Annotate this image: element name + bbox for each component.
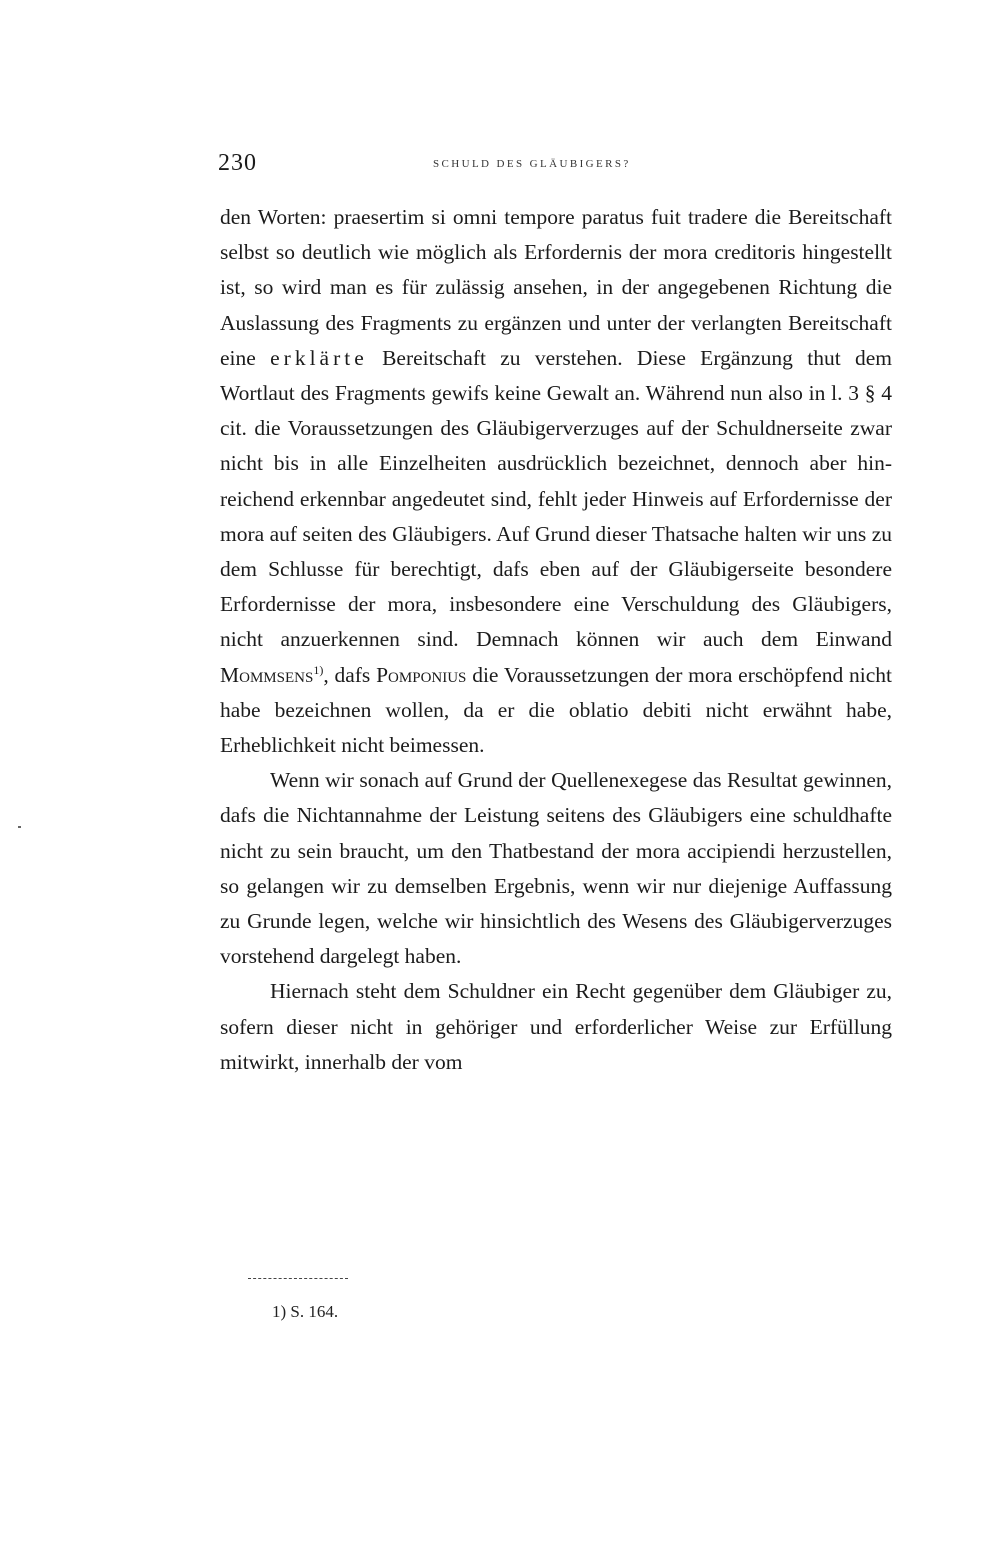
footnote-reference: 1) — [313, 662, 324, 677]
running-head: SCHULD DES GLÄUBIGERS? — [433, 158, 631, 170]
text-run: Wenn wir sonach auf Grund der Quellenexegese das Resultat gewinnen, dafs die Nichtannahme der Leistung seitens des Gläubigers eine schuldhafte nicht zu sein braucht, um den Thatbestand der mora accipiendi herzustellen, so gelangen wir zu demselben Ergebnis, wenn wir nur diejenige Auffassung zu Grunde legen, welche wir hinsichtlich des Wesens des Gläubigerverzuges vorstehend dargelegt haben. — [220, 768, 892, 969]
text-run: Bereitschaft zu verstehen. Diese Ergänzung thut dem Wortlaut des Fragments gewifs keine Gewalt an. Während nun also in l. 3 § 4 cit. die Voraussetzungen des Gläubigerverzuges auf der Schuldnerseite zwar nicht bis in alle Einzelheiten ausdrücklich bezeichnet, dennoch aber hinreichend erkennbar angedeutet sind, fehlt jeder Hinweis auf Erfordernisse der mora auf seiten des Gläubigers. Auf Grund dieser Thatsache halten wir uns zu dem Schlusse für berechtigt, dafs eben auf der Gläubigerseite besondere Erfordernisse der mora, insbesondere eine Verschuldung des Gläubigers, nicht anzuerkennen sind. Demnach können wir auch dem Einwand — [220, 345, 892, 652]
footnote: 1) S. 164. — [272, 1302, 339, 1321]
emphasized-text: erklärte — [270, 345, 368, 370]
author-name: Mommsens — [220, 662, 314, 687]
body-text — [220, 200, 892, 1080]
page-header — [218, 150, 890, 180]
text-run: die Voraussetzungen der mora erschöpfend nicht habe bezeichnen wollen, da er die oblatio debiti nicht erwähnt habe, Erheblichkeit nicht beimessen. — [220, 662, 892, 758]
text-run: den Worten: praesertim si omni tempore paratus fuit tradere die Bereitschaft selbst so deutlich wie möglich als Erfordernis der mora creditoris hingestellt ist, so wird man es für zulässig ansehen, in der angegebenen Richtung die Auslassung des Fragments zu ergänzen und unter der verlangten Bereitschaft eine — [220, 205, 892, 370]
author-name: Pomponius — [376, 662, 467, 687]
page-number: 230 — [218, 150, 257, 176]
text-run: Hiernach steht dem Schuldner ein Recht gegenüber dem Gläubiger zu, sofern dieser nicht in gehöriger und erforderlicher Weise zur Erfüllung mitwirkt, innerhalb der vom — [220, 979, 892, 1074]
text-run: , dafs — [323, 662, 377, 687]
scan-speck — [18, 826, 21, 828]
paragraph — [220, 200, 892, 763]
paragraph — [220, 974, 892, 1080]
footnote-separator — [248, 1278, 348, 1279]
paragraph — [220, 763, 892, 974]
